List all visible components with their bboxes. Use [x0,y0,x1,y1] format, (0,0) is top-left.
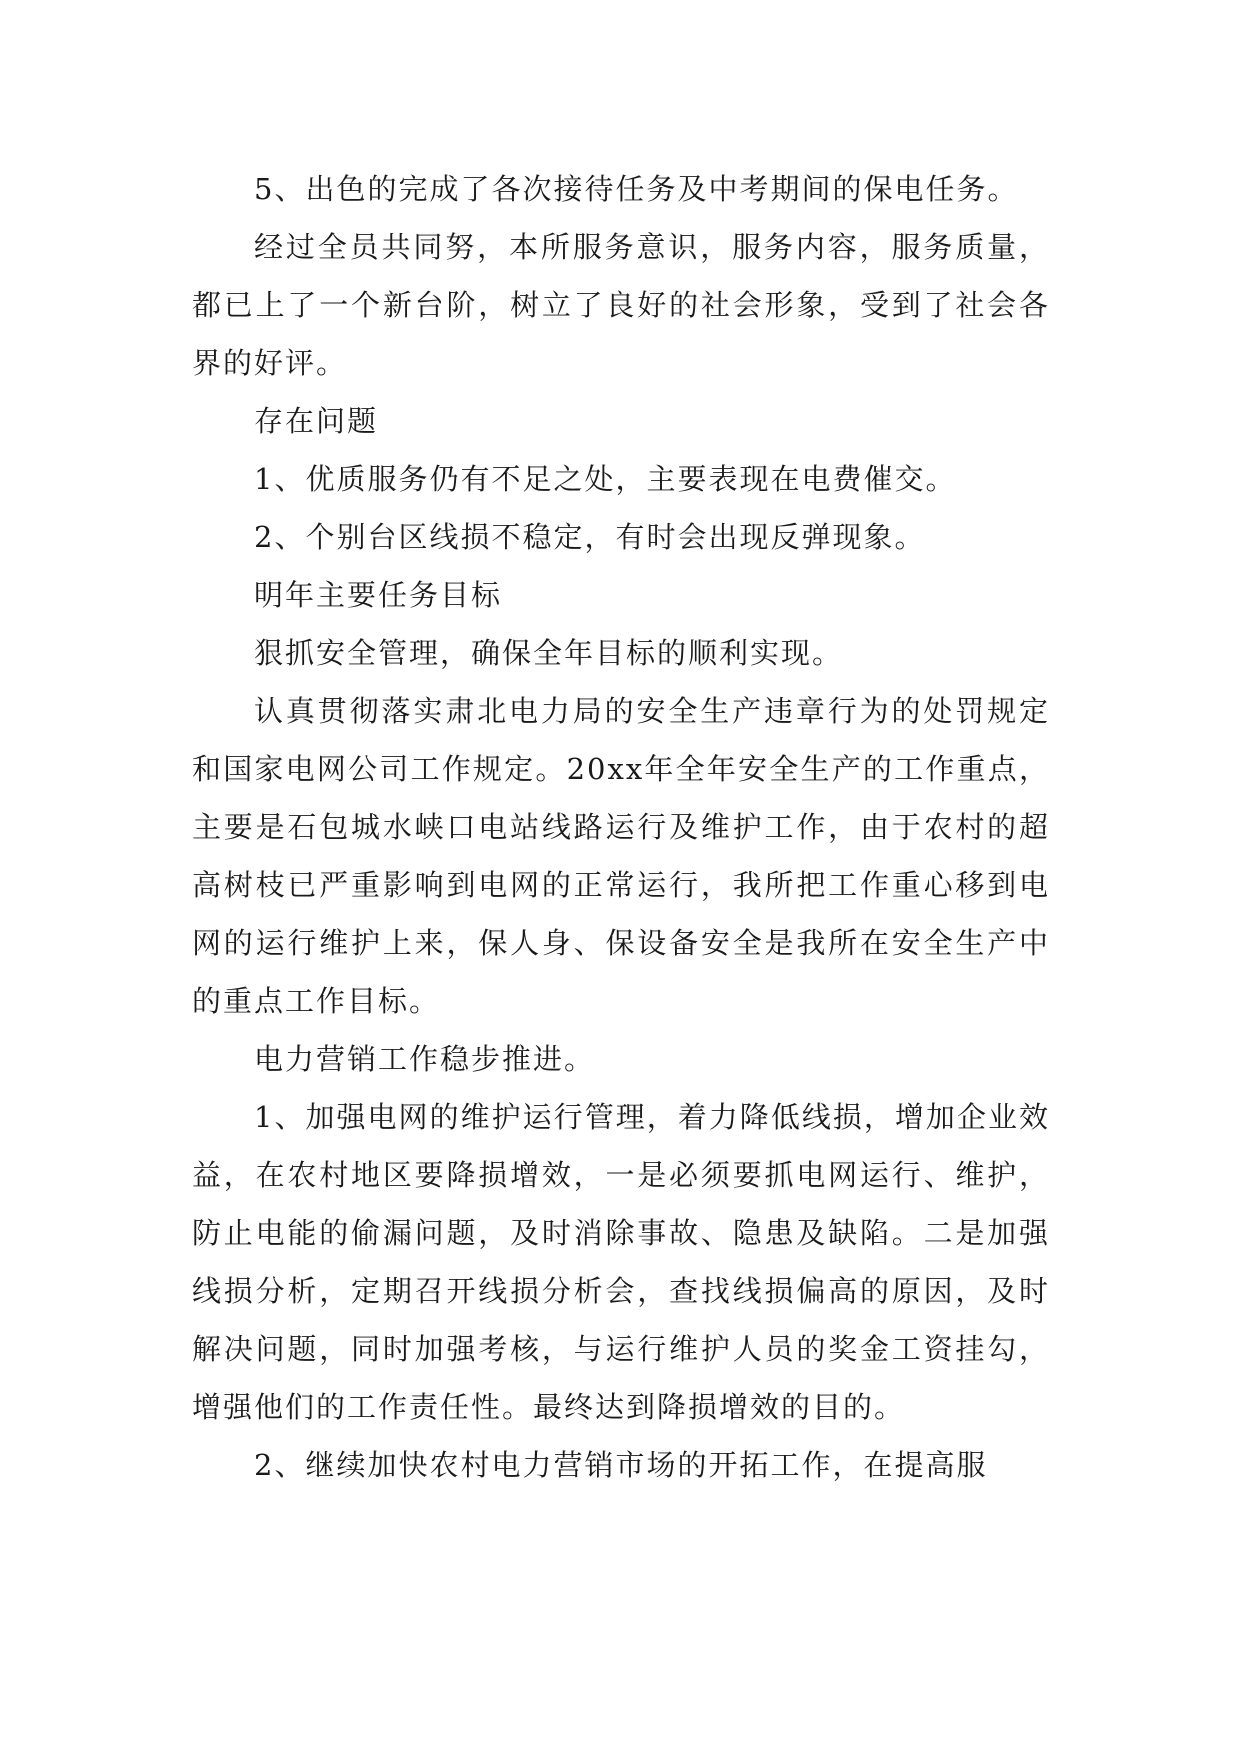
paragraph-service-summary: 经过全员共同努，本所服务意识，服务内容，服务质量，都已上了一个新台阶，树立了良好的社会形象，受到了社会各界的好评。 [192,230,1050,380]
heading-existing-problems: 存在问题 [254,404,379,438]
paragraph-problem-2: 2、个别台区线损不稳定，有时会出现反弹现象。 [254,520,926,554]
heading-marketing: 电力营销工作稳步推进。 [254,1042,596,1076]
paragraph-safety-details: 认真贯彻落实肃北电力局的安全生产违章行为的处罚规定和国家电网公司工作规定。20xx年全年安全生产的工作重点，主要是石包城水峡口电站线路运行及维护工作，由于农村的超高树枝已严重影响到电网的正常运行，我所把工作重心移到电网的运行维护上来，保人身、保设备安全是我所在安全生产中的重点工作目标。 [192,694,1050,1018]
paragraph-marketing-1: 1、加强电网的维护运行管理，着力降低线损，增加企业效益，在农村地区要降损增效，一是必须要抓电网运行、维护，防止电能的偷漏问题，及时消除事故、隐患及缺陷。二是加强线损分析，定期召开线损分析会，查找线损偏高的原因，及时解决问题，同时加强考核，与运行维护人员的奖金工资挂勾，增强他们的工作责任性。最终达到降损增效的目的。 [192,1100,1050,1424]
paragraph-task-5: 5、出色的完成了各次接待任务及中考期间的保电任务。 [254,172,1019,206]
paragraph-marketing-2: 2、继续加快农村电力营销市场的开拓工作，在提高服 [254,1448,988,1482]
paragraph-problem-1: 1、优质服务仍有不足之处，主要表现在电费催交。 [254,462,957,496]
heading-next-year-goals: 明年主要任务目标 [254,578,503,612]
paragraph-safety-management: 狠抓安全管理，确保全年目标的顺利实现。 [254,636,844,670]
document-body [192,160,1050,1494]
